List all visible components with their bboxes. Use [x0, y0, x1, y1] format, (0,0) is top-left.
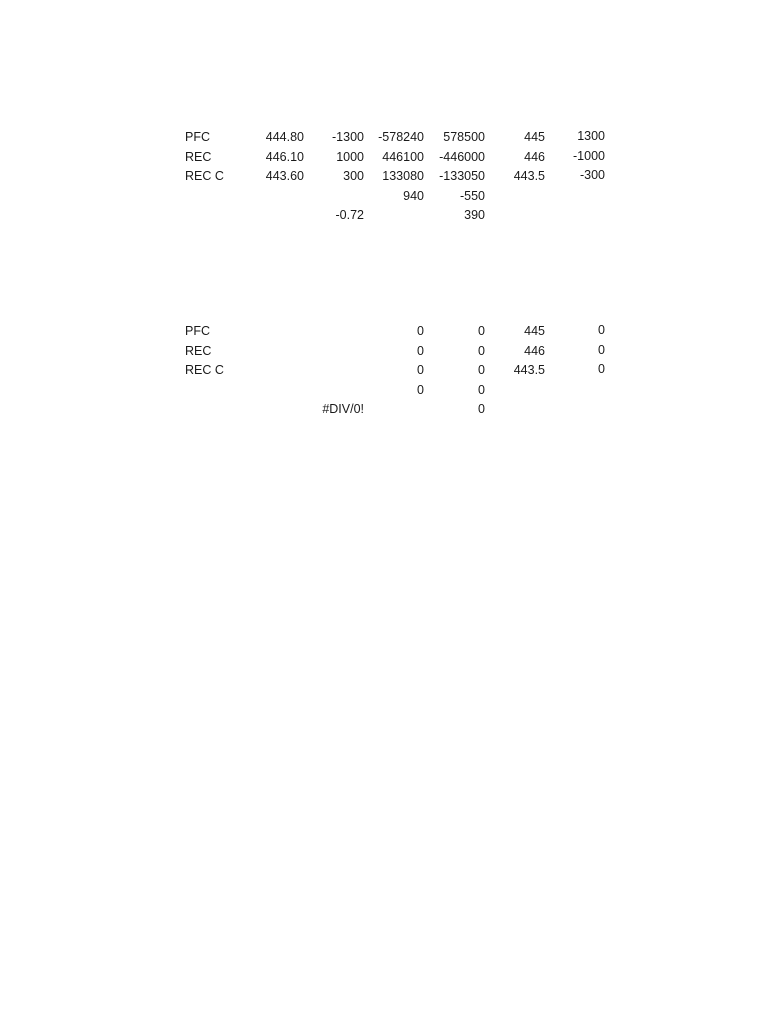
row-label: REC	[185, 343, 212, 358]
row-label: REC C	[185, 363, 224, 378]
cell: 0	[598, 323, 605, 337]
table-row	[185, 342, 615, 362]
table-row	[185, 400, 615, 420]
table-row	[185, 148, 615, 168]
cell: 445	[524, 130, 545, 144]
table-row	[185, 167, 615, 187]
cell: 444.80	[265, 130, 304, 144]
cell: 0	[478, 382, 485, 397]
cell: 0	[478, 363, 485, 378]
row-label: PFC	[185, 324, 210, 338]
cell: 0	[417, 363, 424, 378]
cell: 446	[524, 343, 545, 358]
cell: 0	[478, 343, 485, 358]
cell: 0	[417, 382, 424, 397]
cell: 443.5	[513, 169, 545, 184]
table-row	[185, 381, 615, 401]
cell: -0.72	[335, 208, 364, 223]
error-cell: #DIV/0!	[322, 402, 364, 417]
row-label: REC	[185, 149, 212, 164]
data-block-2	[185, 322, 615, 420]
cell: -133050	[439, 169, 485, 184]
cell: 446100	[382, 149, 424, 164]
cell: 578500	[443, 130, 485, 144]
row-label: REC C	[185, 169, 224, 184]
cell: 0	[478, 324, 485, 338]
cell: -1000	[573, 148, 605, 163]
cell: 1000	[336, 149, 364, 164]
cell: 300	[343, 169, 364, 184]
cell: 0	[417, 343, 424, 358]
cell: 0	[598, 362, 605, 377]
table-row	[185, 322, 615, 342]
cell: 0	[478, 402, 485, 417]
cell: 390	[464, 208, 485, 223]
cell: 443.5	[513, 363, 545, 378]
cell: 940	[403, 188, 424, 203]
cell: -300	[579, 168, 605, 183]
table-row	[185, 128, 615, 148]
cell: 0	[417, 324, 424, 338]
cell: 445	[524, 324, 545, 338]
cell: 446.10	[265, 149, 304, 164]
row-label: PFC	[185, 130, 210, 144]
data-block-1	[185, 128, 615, 226]
cell: 443.60	[265, 169, 304, 184]
table-row	[185, 361, 615, 381]
cell: 0	[598, 342, 605, 357]
table-row	[185, 206, 615, 226]
table-row	[185, 187, 615, 207]
cell: -1300	[332, 130, 364, 144]
cell: 133080	[382, 169, 424, 184]
cell: 1300	[577, 129, 605, 143]
cell: 446	[524, 149, 545, 164]
cell: -550	[459, 188, 485, 203]
cell: -446000	[439, 149, 485, 164]
cell: -578240	[378, 130, 424, 144]
